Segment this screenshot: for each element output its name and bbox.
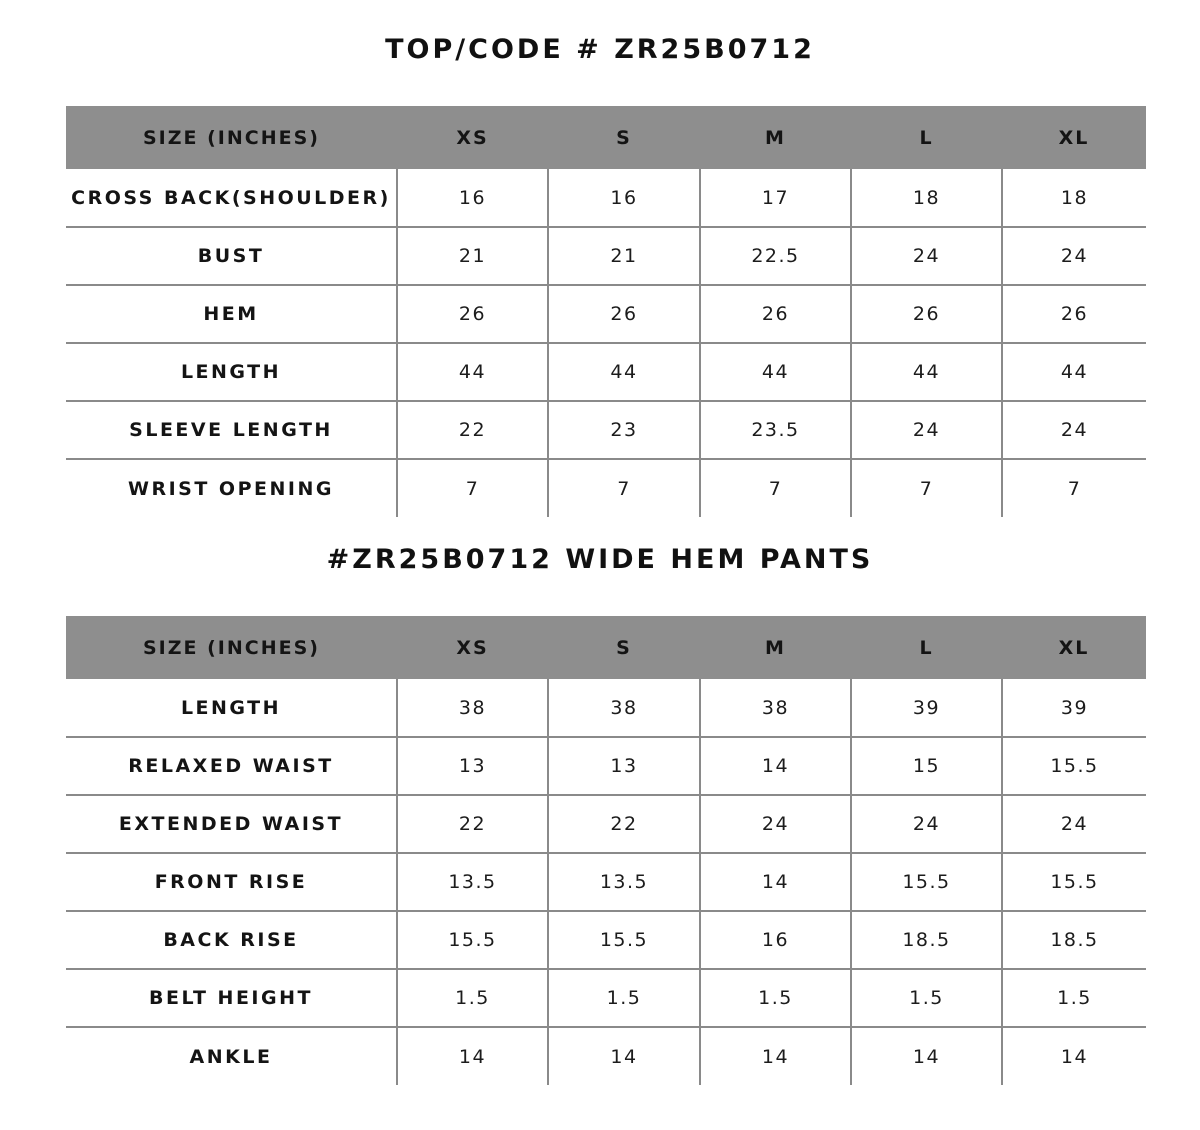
table-row bbox=[66, 853, 1146, 911]
cell-value: 15.5 bbox=[851, 853, 1002, 911]
cell-value: 16 bbox=[397, 169, 548, 227]
top-chart-title: TOP/CODE # ZR25B0712 bbox=[385, 34, 815, 65]
cell-value: 44 bbox=[397, 343, 548, 401]
cell-value: 44 bbox=[1002, 343, 1146, 401]
row-label: ANKLE bbox=[66, 1027, 397, 1085]
cell-value: 44 bbox=[851, 343, 1002, 401]
pants-size-table bbox=[66, 616, 1146, 1085]
table-header-row bbox=[66, 106, 1146, 169]
cell-value: 7 bbox=[548, 459, 700, 517]
cell-value: 22 bbox=[397, 401, 548, 459]
cell-value: 24 bbox=[1002, 795, 1146, 853]
row-label: CROSS BACK(SHOULDER) bbox=[71, 186, 391, 209]
cell-value: 1.5 bbox=[548, 969, 700, 1027]
header-s: S bbox=[548, 616, 700, 679]
cell-value: 22.5 bbox=[700, 227, 851, 285]
cell-value: 38 bbox=[397, 679, 548, 737]
cell-value: 14 bbox=[700, 1027, 851, 1085]
cell-value: 26 bbox=[548, 285, 700, 343]
row-label: BELT HEIGHT bbox=[66, 969, 397, 1027]
cell-value: 16 bbox=[548, 169, 700, 227]
header-m: M bbox=[700, 106, 851, 169]
row-label: HEM bbox=[66, 285, 397, 343]
cell-value: 44 bbox=[700, 343, 851, 401]
cell-value: 23 bbox=[548, 401, 700, 459]
table-row bbox=[66, 285, 1146, 343]
cell-value: 39 bbox=[1002, 679, 1146, 737]
cell-value: 24 bbox=[1002, 401, 1146, 459]
table-row bbox=[66, 737, 1146, 795]
table-row bbox=[66, 343, 1146, 401]
table-row bbox=[66, 969, 1146, 1027]
cell-value: 24 bbox=[851, 401, 1002, 459]
table-row bbox=[66, 795, 1146, 853]
pants-chart-title: #ZR25B0712 WIDE HEM PANTS bbox=[326, 544, 874, 575]
header-xs: XS bbox=[397, 106, 548, 169]
cell-value: 21 bbox=[397, 227, 548, 285]
cell-value: 18 bbox=[1002, 169, 1146, 227]
row-label: BACK RISE bbox=[66, 911, 397, 969]
cell-value: 44 bbox=[548, 343, 700, 401]
cell-value: 1.5 bbox=[700, 969, 851, 1027]
cell-value: 26 bbox=[851, 285, 1002, 343]
cell-value: 39 bbox=[851, 679, 1002, 737]
cell-value: 13 bbox=[548, 737, 700, 795]
cell-value: 16 bbox=[700, 911, 851, 969]
row-label: LENGTH bbox=[180, 696, 282, 719]
cell-value: 1.5 bbox=[851, 969, 1002, 1027]
cell-value: 7 bbox=[397, 459, 548, 517]
cell-value: 38 bbox=[548, 679, 700, 737]
table-row bbox=[66, 1027, 1146, 1085]
header-size-label: SIZE (INCHES) bbox=[66, 616, 397, 679]
table-row bbox=[66, 911, 1146, 969]
row-label: LENGTH bbox=[66, 343, 397, 401]
cell-value: 18 bbox=[851, 169, 1002, 227]
cell-value: 14 bbox=[548, 1027, 700, 1085]
header-xl: XL bbox=[1002, 106, 1146, 169]
cell-value: 14 bbox=[851, 1027, 1002, 1085]
cell-value: 14 bbox=[700, 737, 851, 795]
row-label: WRIST OPENING bbox=[66, 459, 397, 517]
cell-value: 38 bbox=[700, 679, 851, 737]
cell-value: 23.5 bbox=[700, 401, 851, 459]
header-l: L bbox=[851, 616, 1002, 679]
cell-value: 17 bbox=[700, 169, 851, 227]
header-xl: XL bbox=[1002, 616, 1146, 679]
cell-value: 14 bbox=[700, 853, 851, 911]
cell-value: 1.5 bbox=[1002, 969, 1146, 1027]
table-row bbox=[66, 459, 1146, 517]
cell-value: 15.5 bbox=[397, 911, 548, 969]
cell-value: 26 bbox=[397, 285, 548, 343]
header-l: L bbox=[851, 106, 1002, 169]
cell-value: 7 bbox=[851, 459, 1002, 517]
cell-value: 13 bbox=[397, 737, 548, 795]
cell-value: 14 bbox=[1002, 1027, 1146, 1085]
table-header-row bbox=[66, 616, 1146, 679]
cell-value: 22 bbox=[397, 795, 548, 853]
cell-value: 14 bbox=[397, 1027, 548, 1085]
cell-value: 15.5 bbox=[1002, 737, 1146, 795]
cell-value: 15 bbox=[851, 737, 1002, 795]
cell-value: 1.5 bbox=[397, 969, 548, 1027]
cell-value: 26 bbox=[700, 285, 851, 343]
row-label: SLEEVE LENGTH bbox=[66, 401, 397, 459]
cell-value: 7 bbox=[1002, 459, 1146, 517]
table-row bbox=[66, 679, 1146, 737]
cell-value: 18.5 bbox=[851, 911, 1002, 969]
cell-value: 24 bbox=[1002, 227, 1146, 285]
cell-value: 15.5 bbox=[548, 911, 700, 969]
table-row bbox=[66, 401, 1146, 459]
cell-value: 7 bbox=[700, 459, 851, 517]
cell-value: 13.5 bbox=[397, 853, 548, 911]
cell-value: 18.5 bbox=[1002, 911, 1146, 969]
header-m: M bbox=[700, 616, 851, 679]
table-row bbox=[66, 169, 1146, 227]
cell-value: 24 bbox=[700, 795, 851, 853]
cell-value: 21 bbox=[548, 227, 700, 285]
row-label: BUST bbox=[66, 227, 397, 285]
row-label: RELAXED WAIST bbox=[66, 737, 397, 795]
header-xs: XS bbox=[397, 616, 548, 679]
cell-value: 24 bbox=[851, 795, 1002, 853]
cell-value: 15.5 bbox=[1002, 853, 1146, 911]
cell-value: 22 bbox=[548, 795, 700, 853]
cell-value: 24 bbox=[851, 227, 1002, 285]
row-label: FRONT RISE bbox=[66, 853, 397, 911]
top-size-table bbox=[66, 106, 1146, 517]
header-s: S bbox=[548, 106, 700, 169]
cell-value: 26 bbox=[1002, 285, 1146, 343]
cell-value: 13.5 bbox=[548, 853, 700, 911]
row-label: EXTENDED WAIST bbox=[66, 795, 397, 853]
table-row bbox=[66, 227, 1146, 285]
header-size-label: SIZE (INCHES) bbox=[66, 106, 397, 169]
